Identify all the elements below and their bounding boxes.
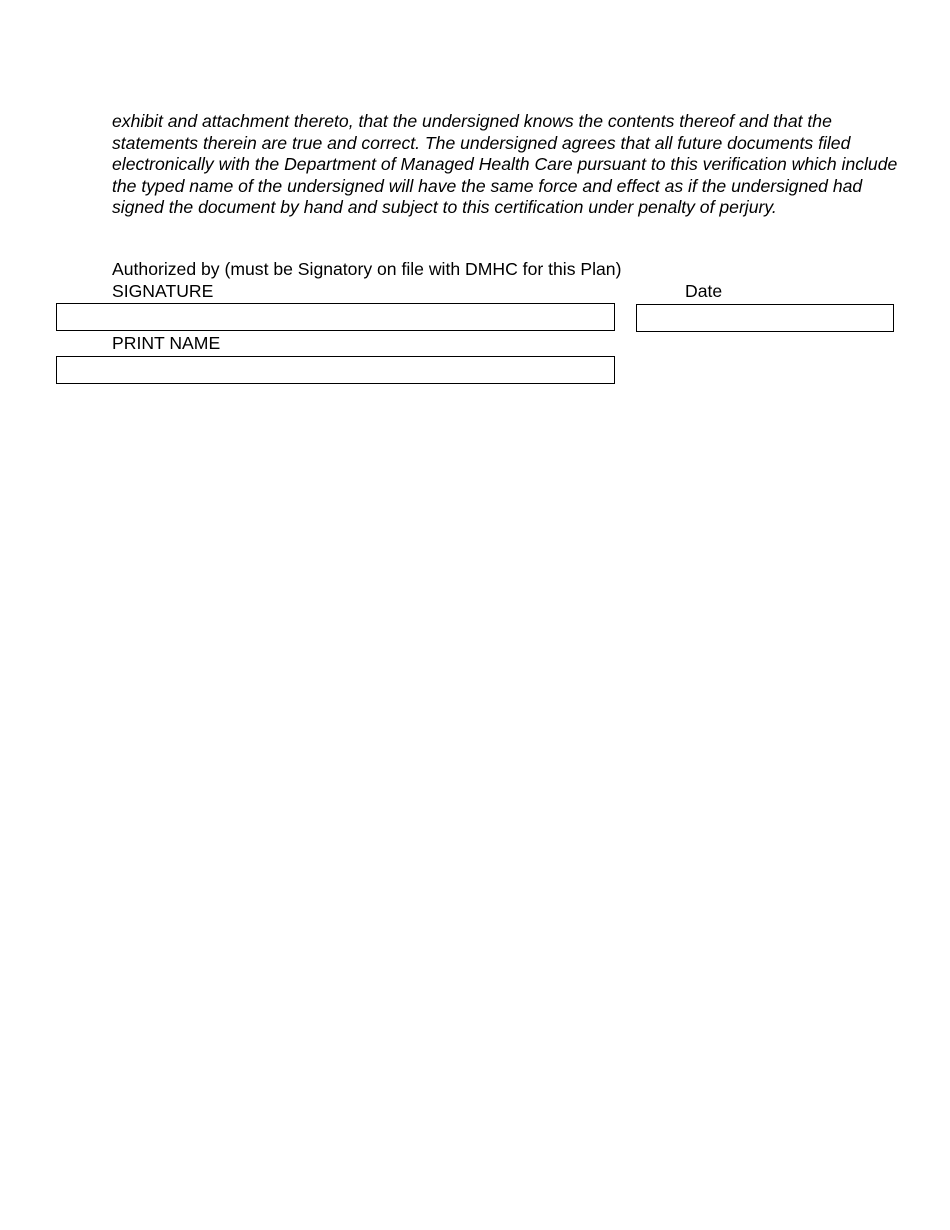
date-field[interactable] xyxy=(636,304,894,332)
print-name-field[interactable] xyxy=(56,356,615,384)
certification-paragraph: exhibit and attachment thereto, that the undersigned knows the contents thereof and that the statements therein are true and correct. The undersigned agrees that all future documents filed electronically with the Department of Managed Health Care pursuant to this verification which include the typed name of the undersigned will have the same force and effect as if the undersigned had signed the document by hand and subject to this certification under penalty of perjury. xyxy=(112,111,898,217)
print-name-label: PRINT NAME xyxy=(112,333,221,353)
signature-label: SIGNATURE xyxy=(112,281,214,301)
signature-field[interactable] xyxy=(56,303,615,331)
authorized-by-label: Authorized by (must be Signatory on file with DMHC for this Plan) xyxy=(112,259,622,279)
date-label: Date xyxy=(685,281,723,301)
